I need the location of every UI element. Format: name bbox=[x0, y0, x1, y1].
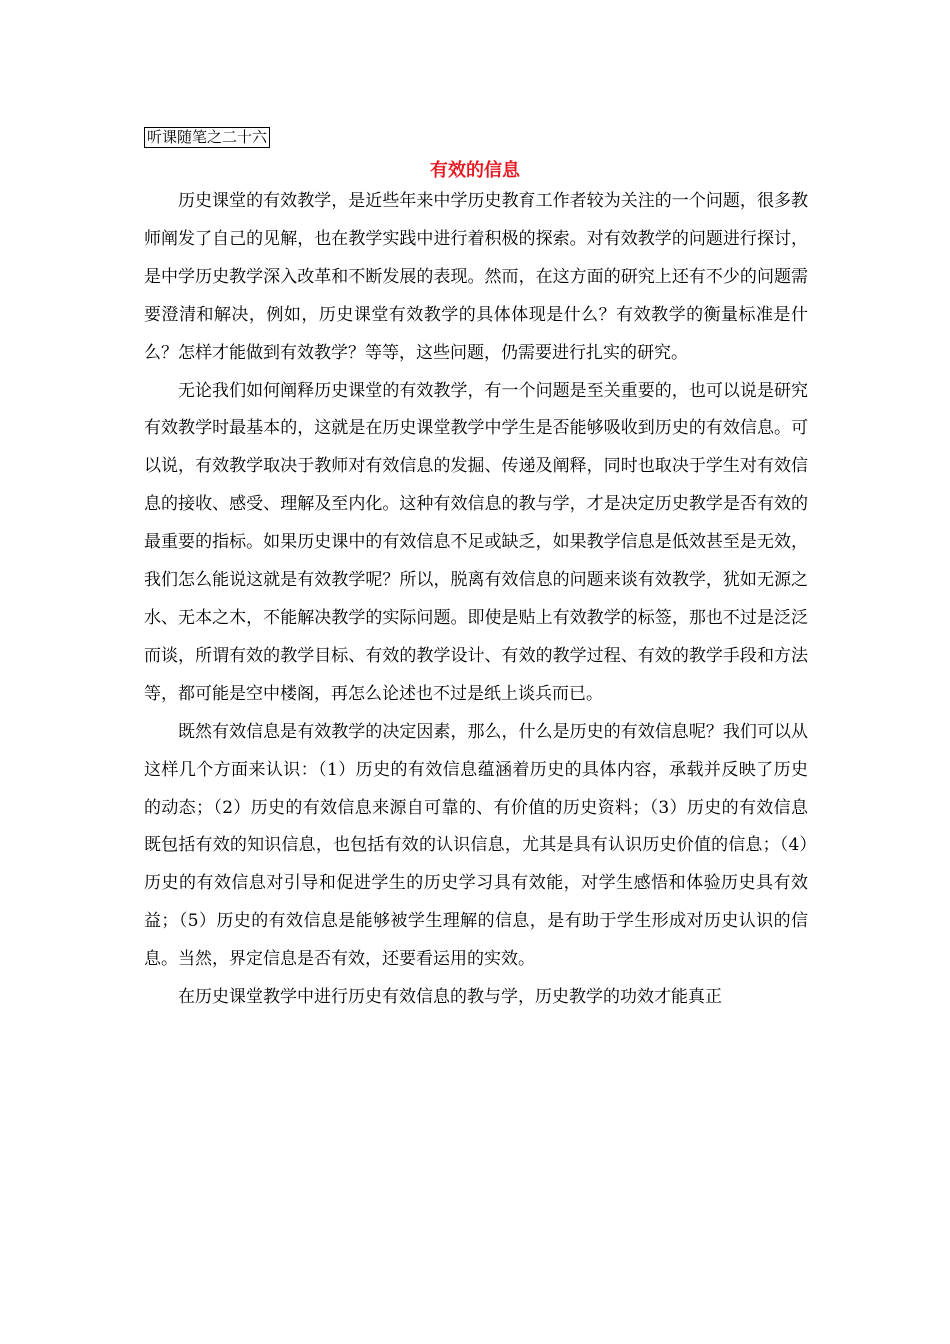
series-label: 听课随笔之二十六 bbox=[144, 127, 270, 148]
document-body bbox=[144, 183, 808, 1017]
document-title: 有效的信息 bbox=[430, 160, 520, 181]
paragraph: 无论我们如何阐释历史课堂的有效教学，有一个问题是至关重要的，也可以说是研究有效教学时最基本的，这就是在历史课堂教学中学生是否能够吸收到历史的有效信息。可以说，有效教学取决于教师对有效信息的发掘、传递及阐释，同时也取决于学生对有效信息的接收、感受、理解及至内化。这种有效信息的教与学，才是决定历史教学是否有效的最重要的指标。如果历史课中的有效信息不足或缺乏，如果教学信息是低效甚至是无效，我们怎么能说这就是有效教学呢？所以，脱离有效信息的问题来谈有效教学，犹如无源之水、无本之木，不能解决教学的实际问题。即使是贴上有效教学的标签，那也不过是泛泛而谈，所谓有效的教学目标、有效的教学设计、有效的教学过程、有效的教学手段和方法等，都可能是空中楼阁，再怎么论述也不过是纸上谈兵而已。 bbox=[144, 380, 808, 704]
paragraph: 在历史课堂教学中进行历史有效信息的教与学，历史教学的功效才能真正 bbox=[178, 987, 722, 1008]
paragraph: 历史课堂的有效教学，是近些年来中学历史教育工作者较为关注的一个问题，很多教师阐发了自己的见解，也在教学实践中进行着积极的探索。对有效教学的问题进行探讨，是中学历史教学深入改革和不断发展的表现。然而，在这方面的研究上还有不少的问题需要澄清和解决，例如，历史课堂有效教学的具体体现是什么？有效教学的衡量标准是什么？怎样才能做到有效教学？等等，这些问题，仍需要进行扎实的研究。 bbox=[144, 191, 808, 363]
paragraph: 既然有效信息是有效教学的决定因素，那么，什么是历史的有效信息呢？我们可以从这样几个方面来认识：（1）历史的有效信息蕴涵着历史的具体内容，承载并反映了历史的动态；（2）历史的有效信息来源自可靠的、有价值的历史资料；（3）历史的有效信息既包括有效的知识信息，也包括有效的认识信息，尤其是具有认识历史价值的信息；（4）历史的有效信息对引导和促进学生的历史学习具有效能，对学生感悟和体验历史具有效益；（5）历史的有效信息是能够被学生理解的信息，是有助于学生形成对历史认识的信息。当然，界定信息是否有效，还要看运用的实效。 bbox=[144, 721, 808, 970]
